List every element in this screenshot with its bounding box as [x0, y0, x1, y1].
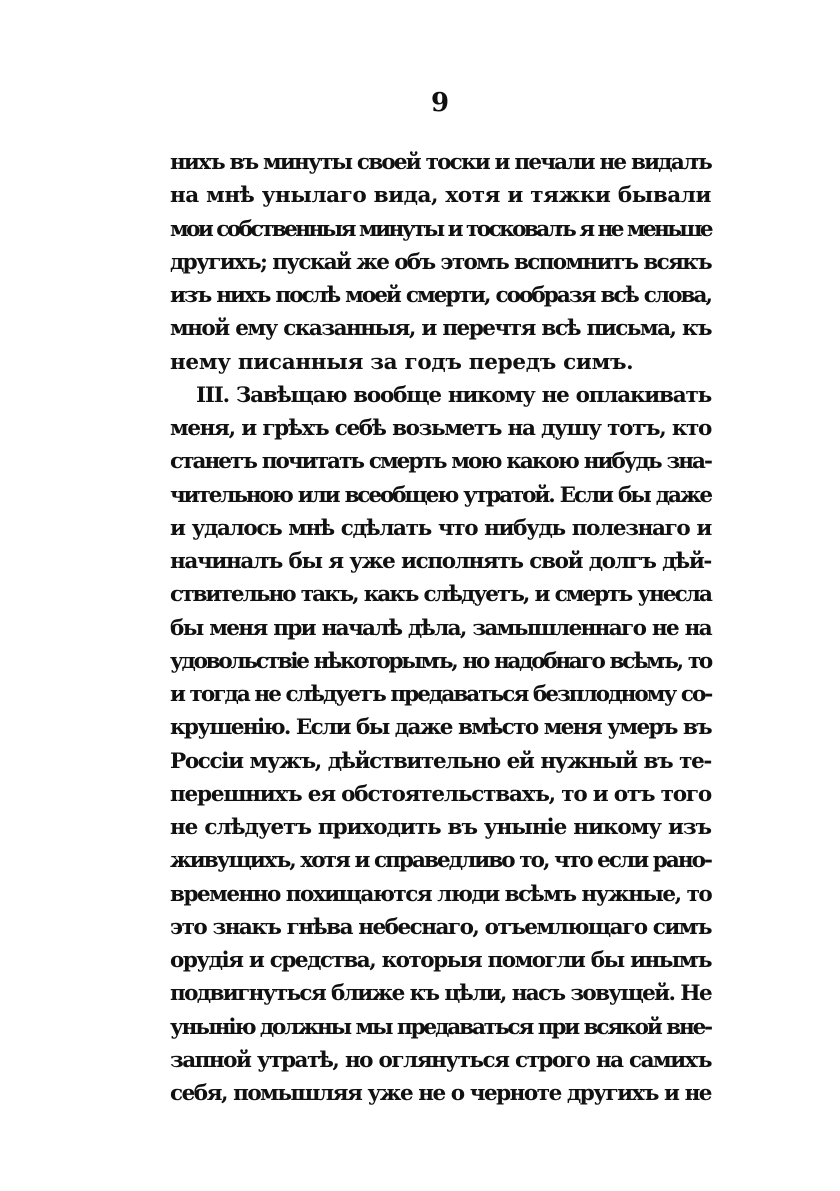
- text-line: мои собственныя минуты и тосковалъ я не меньше: [170, 216, 711, 242]
- text-line: унынію должны мы предаваться при всякой вне-: [170, 1014, 711, 1040]
- text-line: меня, и грѣхъ себѣ возьметъ на душу тотъ, кто: [170, 416, 711, 441]
- text-line: Россіи мужъ, дѣйствительно ей нужный въ те-: [170, 748, 711, 774]
- text-line: живущихъ, хотя и справедливо то, что если рано-: [170, 848, 711, 874]
- text-line: орудія и средства, которыя помогли бы инымъ: [170, 948, 711, 973]
- page-number: 9: [430, 88, 450, 118]
- text-line: изъ нихъ послѣ моей смерти, сообразя всѣ слова,: [170, 283, 711, 308]
- text-line: и удалось мнѣ сдѣлать что нибудь полезнаго и: [170, 515, 711, 541]
- text-line: начиналъ бы я уже исполнять свой долгъ дѣй-: [170, 549, 711, 574]
- text-line: на мнѣ унылаго вида, хотя и тяжки бывали: [170, 183, 711, 209]
- text-line: подвигнуться ближе къ цѣли, насъ зовущей. Не: [170, 981, 711, 1007]
- body-text: [170, 146, 711, 1110]
- text-line: другихъ; пускай же объ этомъ вспомнитъ всякъ: [170, 249, 711, 275]
- text-line: станетъ почитать смерть мою какою нибудь зна-: [170, 449, 711, 475]
- text-line: нихъ въ минуты своей тоски и печали не видалъ: [170, 150, 711, 175]
- text-line: III. Завѣщаю вообще никому не оплакивать: [196, 382, 711, 408]
- text-line: запной утратѣ, но оглянуться строго на самихъ: [170, 1047, 711, 1073]
- text-line: чительною или всеобщею утратой. Если бы даже: [170, 482, 711, 508]
- text-line: ствительно такъ, какъ слѣдуетъ, и смерть унесла: [170, 582, 711, 608]
- text-line: бы меня при началѣ дѣла, замышленнаго не на: [170, 615, 711, 641]
- text-line: нему писанныя за годъ передъ симъ.: [170, 349, 634, 375]
- text-line: себя, помышляя уже не о черноте другихъ и не: [170, 1081, 711, 1106]
- text-line: крушенію. Если бы даже вмѣсто меня умеръ въ: [170, 715, 711, 741]
- text-line: это знакъ гнѣва небеснаго, отъемлющаго симъ: [170, 914, 711, 940]
- text-line: временно похищаются люди всѣмъ нужные, то: [170, 881, 712, 907]
- text-line: перешнихъ ея обстоятельствахъ, то и отъ того: [170, 781, 711, 807]
- text-line: удовольствіе нѣкоторымъ, но надобнаго всѣмъ, то: [170, 648, 711, 674]
- text-line: не слѣдуетъ приходить въ уныніе никому изъ: [170, 815, 711, 840]
- text-line: и тогда не слѣдуетъ предаваться безплодному со-: [170, 682, 712, 707]
- text-line: мной ему сказанныя, и перечтя всѣ письма, къ: [170, 316, 711, 342]
